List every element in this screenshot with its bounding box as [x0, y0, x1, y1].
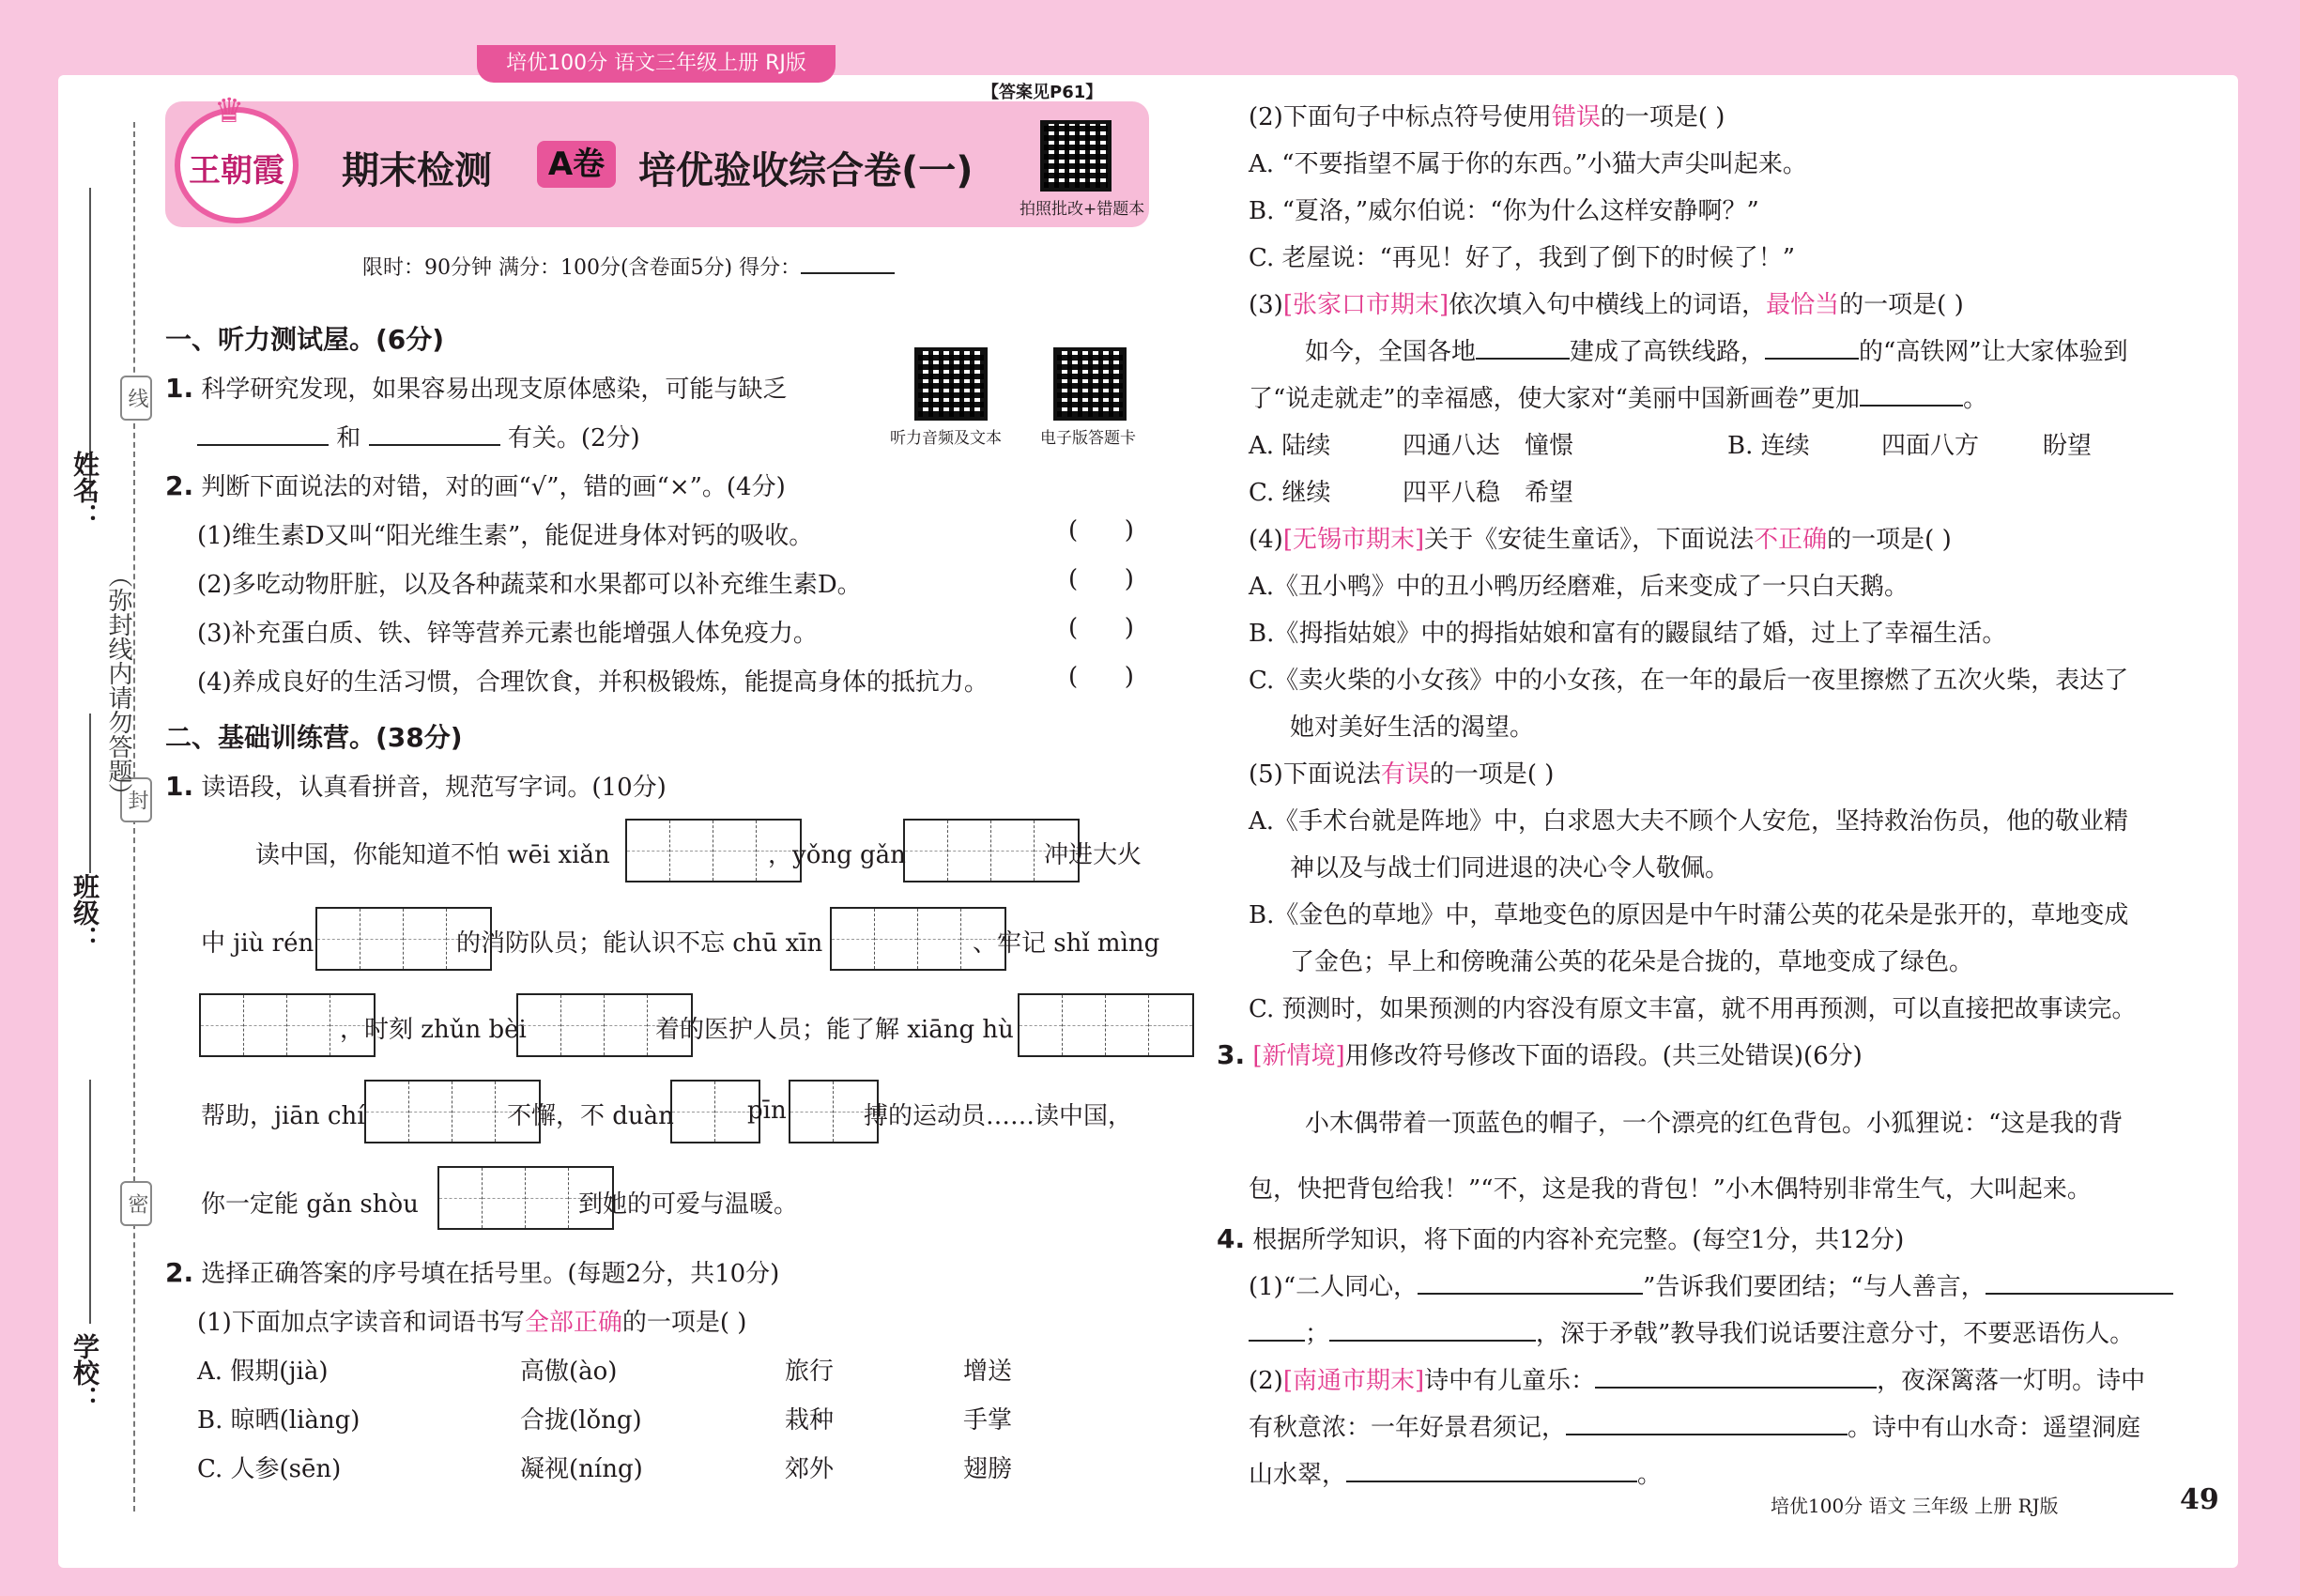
option-cell: 凝视(níng) [520, 1455, 643, 1483]
fill-line: 山水翠， 。 [1249, 1455, 1662, 1490]
passage-text: 搏的运动员……读中国， [864, 1102, 1133, 1130]
answer-blank[interactable] [197, 420, 329, 446]
option-cell: 四通八达 [1403, 432, 1501, 460]
option-cell: 憧憬 [1525, 432, 1574, 460]
seal-mark-line: 线 [120, 376, 152, 421]
qr-code-icon[interactable] [1053, 347, 1127, 421]
answer-blank[interactable] [1986, 1268, 2173, 1295]
seal-mark-seal: 封 [120, 777, 152, 822]
choice-question: (4)[无锡市期末]关于《安徒生童话》，下面说法不正确的一项是( ) [1249, 526, 1952, 554]
seal-note: （弥封线内请勿答题） [104, 563, 132, 807]
fill-line: 有秋意浓：一年好景君须记， 。诗中有山水奇：遥望洞庭 [1249, 1408, 2140, 1443]
option-line: A.《手术台就是阵地》中，白求恩大夫不顾个人安危，坚持救治伤员，他的敬业精 [1249, 807, 2129, 836]
passage-text: 冲进大火 [1044, 841, 1142, 869]
option-cell: 四面八方 [1881, 432, 1980, 460]
qr-caption: 电子版答题卡 [1040, 429, 1136, 448]
exam-meta: 限时：90分钟 满分：100分(含卷面5分) 得分： [362, 248, 895, 281]
answer-parentheses[interactable]: ( ) [1068, 614, 1134, 642]
seal-mark-secret: 密 [120, 1181, 152, 1226]
qr-code-icon[interactable] [914, 347, 988, 421]
binding-line [89, 714, 91, 873]
writing-grid[interactable] [1018, 993, 1194, 1057]
passage-text: 你一定能 gǎn shòu [201, 1190, 419, 1219]
passage-text: 读中国，你能知道不怕 wēi xiǎn [255, 841, 610, 869]
fill-line: ； ，深于矛戟”教导我们说话要注意分寸，不要恶语伤人。 [1249, 1314, 2134, 1349]
option-line: 了金色；早上和傍晚蒲公英的花朵是合拢的，草地变成了绿色。 [1290, 948, 1974, 976]
answer-blank[interactable] [1860, 380, 1963, 407]
judge-item: (2)多吃动物肝脏，以及各种蔬菜和水果都可以补充维生素D。 [197, 571, 862, 599]
paper-tag: A卷 [537, 141, 616, 188]
option-line: A. “不要指望不属于你的东西。”小猫大声尖叫起来。 [1249, 150, 1807, 178]
answer-blank[interactable] [1595, 1362, 1877, 1389]
answer-reference: 【答案见P61】 [982, 83, 1103, 102]
option-cell: 四平八稳 [1403, 479, 1501, 507]
option-cell: C. 人参(sēn) [197, 1455, 342, 1483]
option-cell: A. 假期(jià) [197, 1358, 329, 1386]
passage-text: pīn [747, 1097, 787, 1125]
option-line: C. 预测时，如果预测的内容没有原文丰富，就不用再预测，可以直接把故事读完。 [1249, 995, 2137, 1023]
option-line: 她对美好生活的渴望。 [1290, 714, 1535, 742]
option-cell: 翅膀 [963, 1455, 1013, 1483]
crown-icon: ♛ [214, 92, 245, 130]
option-line: C. 老屋说：“再见！好了，我到了倒下的时候了！” [1249, 244, 1796, 272]
name-label: 姓名： [69, 451, 100, 529]
passage-text: 中 jiù rén [201, 929, 314, 958]
answer-parentheses[interactable]: ( ) [1068, 663, 1134, 691]
question-1-blanks: 和 有关。(2分) [197, 419, 640, 453]
qr-caption: 听力音频及文本 [890, 429, 1002, 448]
passage-text: ，时刻 zhǔn bèi [340, 1016, 527, 1044]
logo-text: 王朝霞 [189, 152, 284, 190]
passage-text: 不懈，不 duàn [507, 1102, 674, 1130]
choice-question: (3)[张家口市期末]依次填入句中横线上的词语，最恰当的一项是( ) [1249, 291, 1964, 319]
passage-text: 帮助，jiān chí [201, 1102, 365, 1130]
passage-text: ，yǒng gǎn [768, 841, 906, 869]
score-blank[interactable] [801, 248, 895, 274]
qr-code-icon[interactable] [1040, 120, 1112, 192]
option-cell: C. 继续 [1249, 479, 1331, 507]
option-cell: 盼望 [2043, 432, 2093, 460]
choice-question: (2)下面句子中标点符号使用错误的一项是( ) [1249, 103, 1725, 131]
page-footer: 培优100分 语文 三年级 上册 RJ版 [1771, 1495, 2059, 1517]
answer-blank[interactable] [369, 420, 500, 446]
section-heading: 二、基础训练营。(38分) [165, 722, 463, 753]
binding-line [89, 1080, 91, 1324]
class-label: 班级： [69, 873, 100, 952]
option-cell: 合拢(lǒng) [520, 1406, 642, 1435]
qr-caption: 拍照批改+错题本 [1020, 200, 1145, 219]
option-cell: 栽种 [785, 1406, 835, 1435]
answer-parentheses[interactable]: ( ) [1068, 516, 1134, 545]
question-b2: 2. 选择正确答案的序号填在括号里。(每题2分，共10分) [165, 1257, 780, 1288]
option-cell: 希望 [1525, 479, 1574, 507]
brand-logo [175, 92, 299, 223]
option-line: C.《卖火柴的小女孩》中的小女孩，在一年的最后一夜里擦燃了五次火柴，表达了 [1249, 667, 2129, 695]
answer-blank[interactable] [1329, 1315, 1536, 1342]
option-line: B. “夏洛，”威尔伯说：“你为什么这样安静啊？” [1249, 197, 1759, 225]
answer-blank[interactable] [1765, 333, 1859, 360]
exam-title: 期末检测 [342, 149, 492, 192]
option-cell: B. 晾晒(liàng) [197, 1406, 360, 1435]
answer-blank[interactable] [1566, 1409, 1848, 1435]
judge-item: (3)补充蛋白质、铁、锌等营养元素也能增强人体免疫力。 [197, 620, 818, 648]
option-line: A.《丑小鸭》中的丑小鸭历经磨难，后来变成了一只白天鹅。 [1249, 573, 1909, 601]
choice-question: (5)下面说法有误的一项是( ) [1249, 760, 1555, 789]
option-cell: B. 连续 [1727, 432, 1810, 460]
option-line: B.《拇指姑娘》中的拇指姑娘和富有的鼹鼠结了婚，过上了幸福生活。 [1249, 620, 2007, 648]
option-cell: 郊外 [785, 1455, 835, 1483]
answer-blank[interactable] [1249, 1315, 1305, 1342]
option-cell: 手掌 [963, 1406, 1013, 1435]
school-label: 学校： [69, 1333, 100, 1412]
question-4: 4. 根据所学知识，将下面的内容补充完整。(每空1分，共12分) [1217, 1223, 1905, 1254]
answer-blank[interactable] [1346, 1456, 1637, 1482]
judge-item: (4)养成良好的生活习惯，合理饮食，并积极锻炼，能提高身体的抵抗力。 [197, 668, 989, 697]
answer-blank[interactable] [1418, 1268, 1643, 1295]
question-3: 3. [新情境]用修改符号修改下面的语段。(共三处错误)(6分) [1217, 1039, 1863, 1070]
passage-text: 到她的可爱与温暖。 [578, 1190, 799, 1219]
option-cell: 高傲(ào) [520, 1358, 618, 1386]
question-2: 2. 判断下面说法的对错，对的画“√”，错的画“×”。(4分) [165, 470, 786, 501]
passage-text: 小木偶带着一顶蓝色的帽子，一个漂亮的红色背包。小狐狸说：“这是我的背 [1305, 1110, 2124, 1138]
option-line: 神以及与战士们同进退的决心令人敬佩。 [1290, 854, 1730, 882]
passage-text: 如今，全国各地 建成了高铁线路， 的“高铁网”让大家体验到 [1305, 332, 2128, 367]
option-line: B.《金色的草地》中，草地变色的原因是中午时蒲公英的花朵是张开的，草地变成 [1249, 901, 2129, 929]
answer-parentheses[interactable]: ( ) [1068, 565, 1134, 593]
judge-item: (1)维生素D又叫“阳光维生素”，能促进身体对钙的吸收。 [197, 522, 814, 550]
passage-text: 包，快把背包给我！”“不，这是我的背包！”小木偶特别非常生气，大叫起来。 [1249, 1175, 2092, 1204]
exam-subtitle: 培优验收综合卷(一) [638, 149, 974, 192]
section-heading: 一、听力测试屋。(6分) [165, 324, 445, 355]
passage-text: 着的医护人员；能了解 xiāng hù [655, 1016, 1014, 1044]
page-number: 49 [2180, 1483, 2219, 1516]
passage-text: 的消防队员；能认识不忘 chū xīn [456, 929, 823, 958]
fill-line: (1)“二人同心， ”告诉我们要团结；“与人善言， [1249, 1267, 2173, 1302]
question-1: 1. 科学研究发现，如果容易出现支原体感染，可能与缺乏 [165, 373, 788, 404]
option-cell: A. 陆续 [1249, 432, 1331, 460]
passage-text: 了“说走就走”的幸福感，使大家对“美丽中国新画卷”更加 。 [1249, 379, 1987, 414]
question-b1: 1. 读语段，认真看拼音，规范写字词。(10分) [165, 771, 667, 802]
answer-blank[interactable] [1476, 333, 1570, 360]
option-cell: 增送 [963, 1358, 1013, 1386]
passage-text: 、牢记 shǐ mìng [973, 929, 1160, 958]
top-banner: 培优100分 语文三年级上册 RJ版 [477, 45, 836, 83]
fill-line: (2)[南通市期末]诗中有儿童乐： ，夜深篱落一灯明。诗中 [1249, 1361, 2145, 1396]
option-cell: 旅行 [785, 1358, 835, 1386]
choice-question: (1)下面加点字读音和词语书写全部正确的一项是( ) [197, 1309, 747, 1337]
